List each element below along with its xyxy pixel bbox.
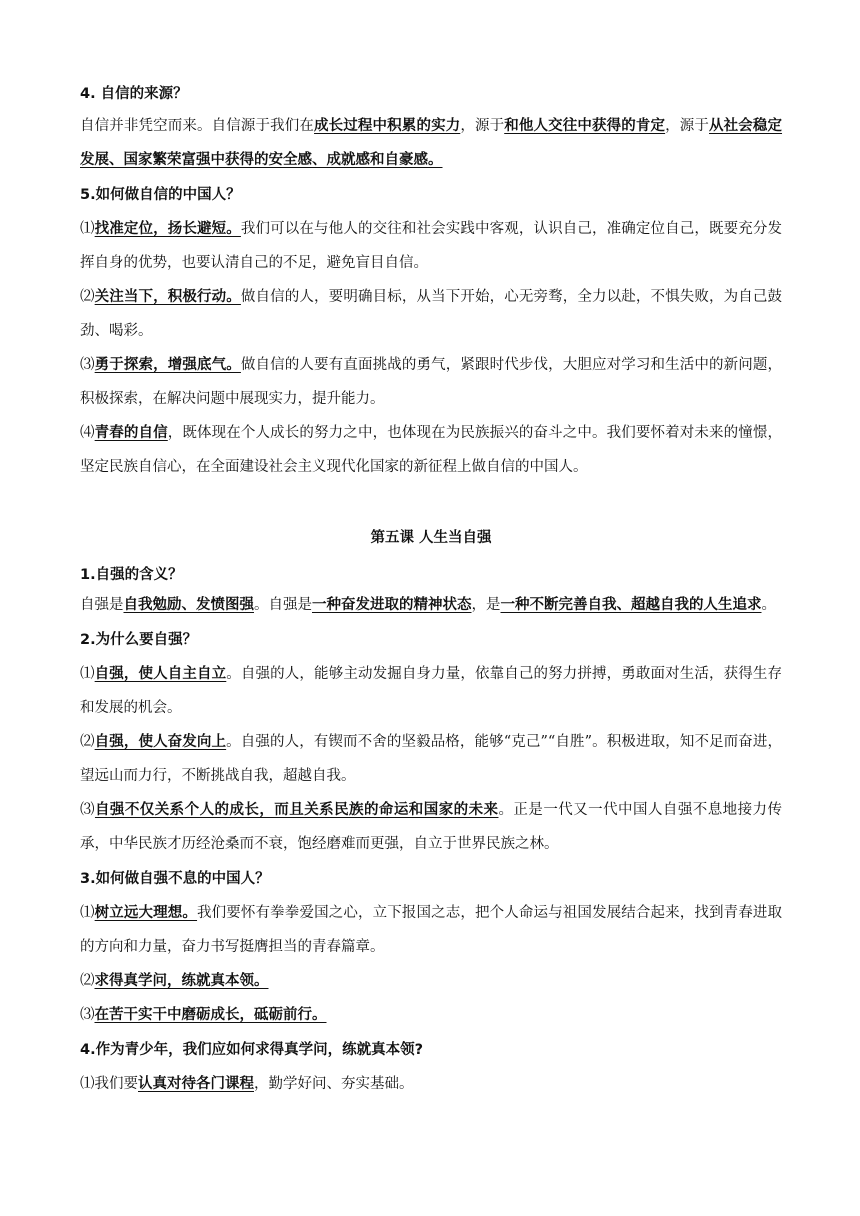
list-marker: ⑵ <box>80 734 95 750</box>
list-item <box>80 1067 782 1101</box>
text: 。自强是 <box>254 597 312 613</box>
key-point: 一种不断完善自我、超越自我的人生追求 <box>500 596 762 613</box>
text: ，既体现在个人成长的努力之中，也体现在为民族振兴的奋斗之中。我们要怀着对未来的憧憬，坚定民族自信心，在全面建设社会主义现代化国家的新征程上做自信的中国人。 <box>80 425 783 475</box>
list-item <box>80 725 782 793</box>
key-point: 从社会稳定发展、国家繁荣富强中获得的安全感、成就感和自豪感。 <box>80 117 783 168</box>
question-heading: 4.作为青少年，我们应如何求得真学问，练就真本领? <box>80 1042 424 1058</box>
key-point: 找准定位，扬长避短。 <box>94 220 241 237</box>
list-item <box>80 964 782 998</box>
text: ，是 <box>471 597 501 613</box>
list-marker: ⑷ <box>80 425 95 441</box>
text: ，勤学好问、夯实基础。 <box>254 1076 414 1092</box>
list-marker: ⑴ <box>80 221 95 237</box>
text: 。自强的人，能够主动发掘自身力量，依靠自己的努力拼搏，勇敢面对生活，获得生存和发展的机会。 <box>80 666 783 716</box>
text: 。自强的人，有锲而不舍的坚毅品格，能够“克己”“自胜”。积极进取，知不足而奋进，望远山而力行，不断挑战自我，超越自我。 <box>80 734 783 784</box>
list-marker: ⑵ <box>80 973 95 989</box>
key-point: 青春的自信 <box>94 424 168 441</box>
list-item <box>80 280 782 348</box>
key-point: 勇于探索，增强底气。 <box>94 356 241 373</box>
list-item <box>80 793 782 861</box>
question-heading: 5.如何做自信的中国人？ <box>80 187 241 203</box>
list-item <box>80 416 782 484</box>
key-point: 在苦干实干中磨砺成长，砥砺前行。 <box>94 1006 327 1023</box>
list-item <box>80 212 782 280</box>
text: ⑴我们要 <box>80 1076 138 1092</box>
key-point: 自强不仅关系个人的成长，而且关系民族的命运和国家的未来 <box>94 801 499 818</box>
key-point: 关注当下，积极行动。 <box>94 288 241 305</box>
key-point: 成长过程中积累的实力 <box>314 117 461 134</box>
key-point: 求得真学问，练就真本领。 <box>94 972 269 989</box>
text: ，源于 <box>665 118 710 134</box>
list-marker: ⑶ <box>80 802 95 818</box>
text: 。正是一代又一代中国人自强不息地接力传承，中华民族才历经沧桑而不衰，饱经磨难而更强，自立于世界民族之林。 <box>80 802 783 852</box>
question-heading: 1.自强的含义？ <box>80 567 183 583</box>
list-item <box>80 896 782 964</box>
list-marker: ⑶ <box>80 357 95 373</box>
lesson-title: 第五课 人生当自强 <box>370 530 492 546</box>
key-point: 树立远大理想。 <box>94 904 198 921</box>
text: ，源于 <box>460 118 505 134</box>
key-point: 自强，使人自主自立 <box>94 665 227 682</box>
list-item <box>80 657 782 725</box>
text: 。 <box>761 597 776 613</box>
text: 做自信的人，要明确目标，从当下开始，心无旁骛，全力以赴，不惧失败，为自己鼓劲、喝彩。 <box>80 289 783 339</box>
key-point: 自强，使人奋发向上 <box>94 733 227 750</box>
list-item <box>80 998 782 1032</box>
list-marker: ⑴ <box>80 905 95 921</box>
text: 自强是 <box>80 597 124 613</box>
list-marker: ⑵ <box>80 289 95 305</box>
text: 自信并非凭空而来。自信源于我们在 <box>80 118 315 134</box>
key-point: 认真对待各门课程 <box>138 1075 254 1092</box>
question-heading: 2.为什么要自强？ <box>80 632 198 648</box>
paragraph <box>80 109 782 177</box>
document-page <box>80 70 782 1101</box>
paragraph <box>80 588 782 622</box>
key-point: 一种奋发进取的精神状态 <box>312 596 472 613</box>
list-item <box>80 348 782 416</box>
text: 我们可以在与他人的交往和社会实践中客观，认识自己，准确定位自己，既要充分发挥自身的优势，也要认清自己的不足，避免盲目自信。 <box>80 221 783 271</box>
question-heading: 4. 自信的来源？ <box>80 86 188 102</box>
question-heading: 3.如何做自强不息的中国人？ <box>80 871 270 887</box>
key-point: 和他人交往中获得的肯定 <box>504 117 666 134</box>
key-point: 自我勉励、发愤图强 <box>123 596 254 613</box>
text: 做自信的人要有直面挑战的勇气，紧跟时代步伐，大胆应对学习和生活中的新问题，积极探索，在解决问题中展现实力，提升能力。 <box>80 357 783 407</box>
list-marker: ⑶ <box>80 1007 95 1023</box>
text: 我们要怀有拳拳爱国之心，立下报国之志，把个人命运与祖国发展结合起来，找到青春进取的方向和力量，奋力书写挺膺担当的青春篇章。 <box>80 905 783 955</box>
list-marker: ⑴ <box>80 666 95 682</box>
